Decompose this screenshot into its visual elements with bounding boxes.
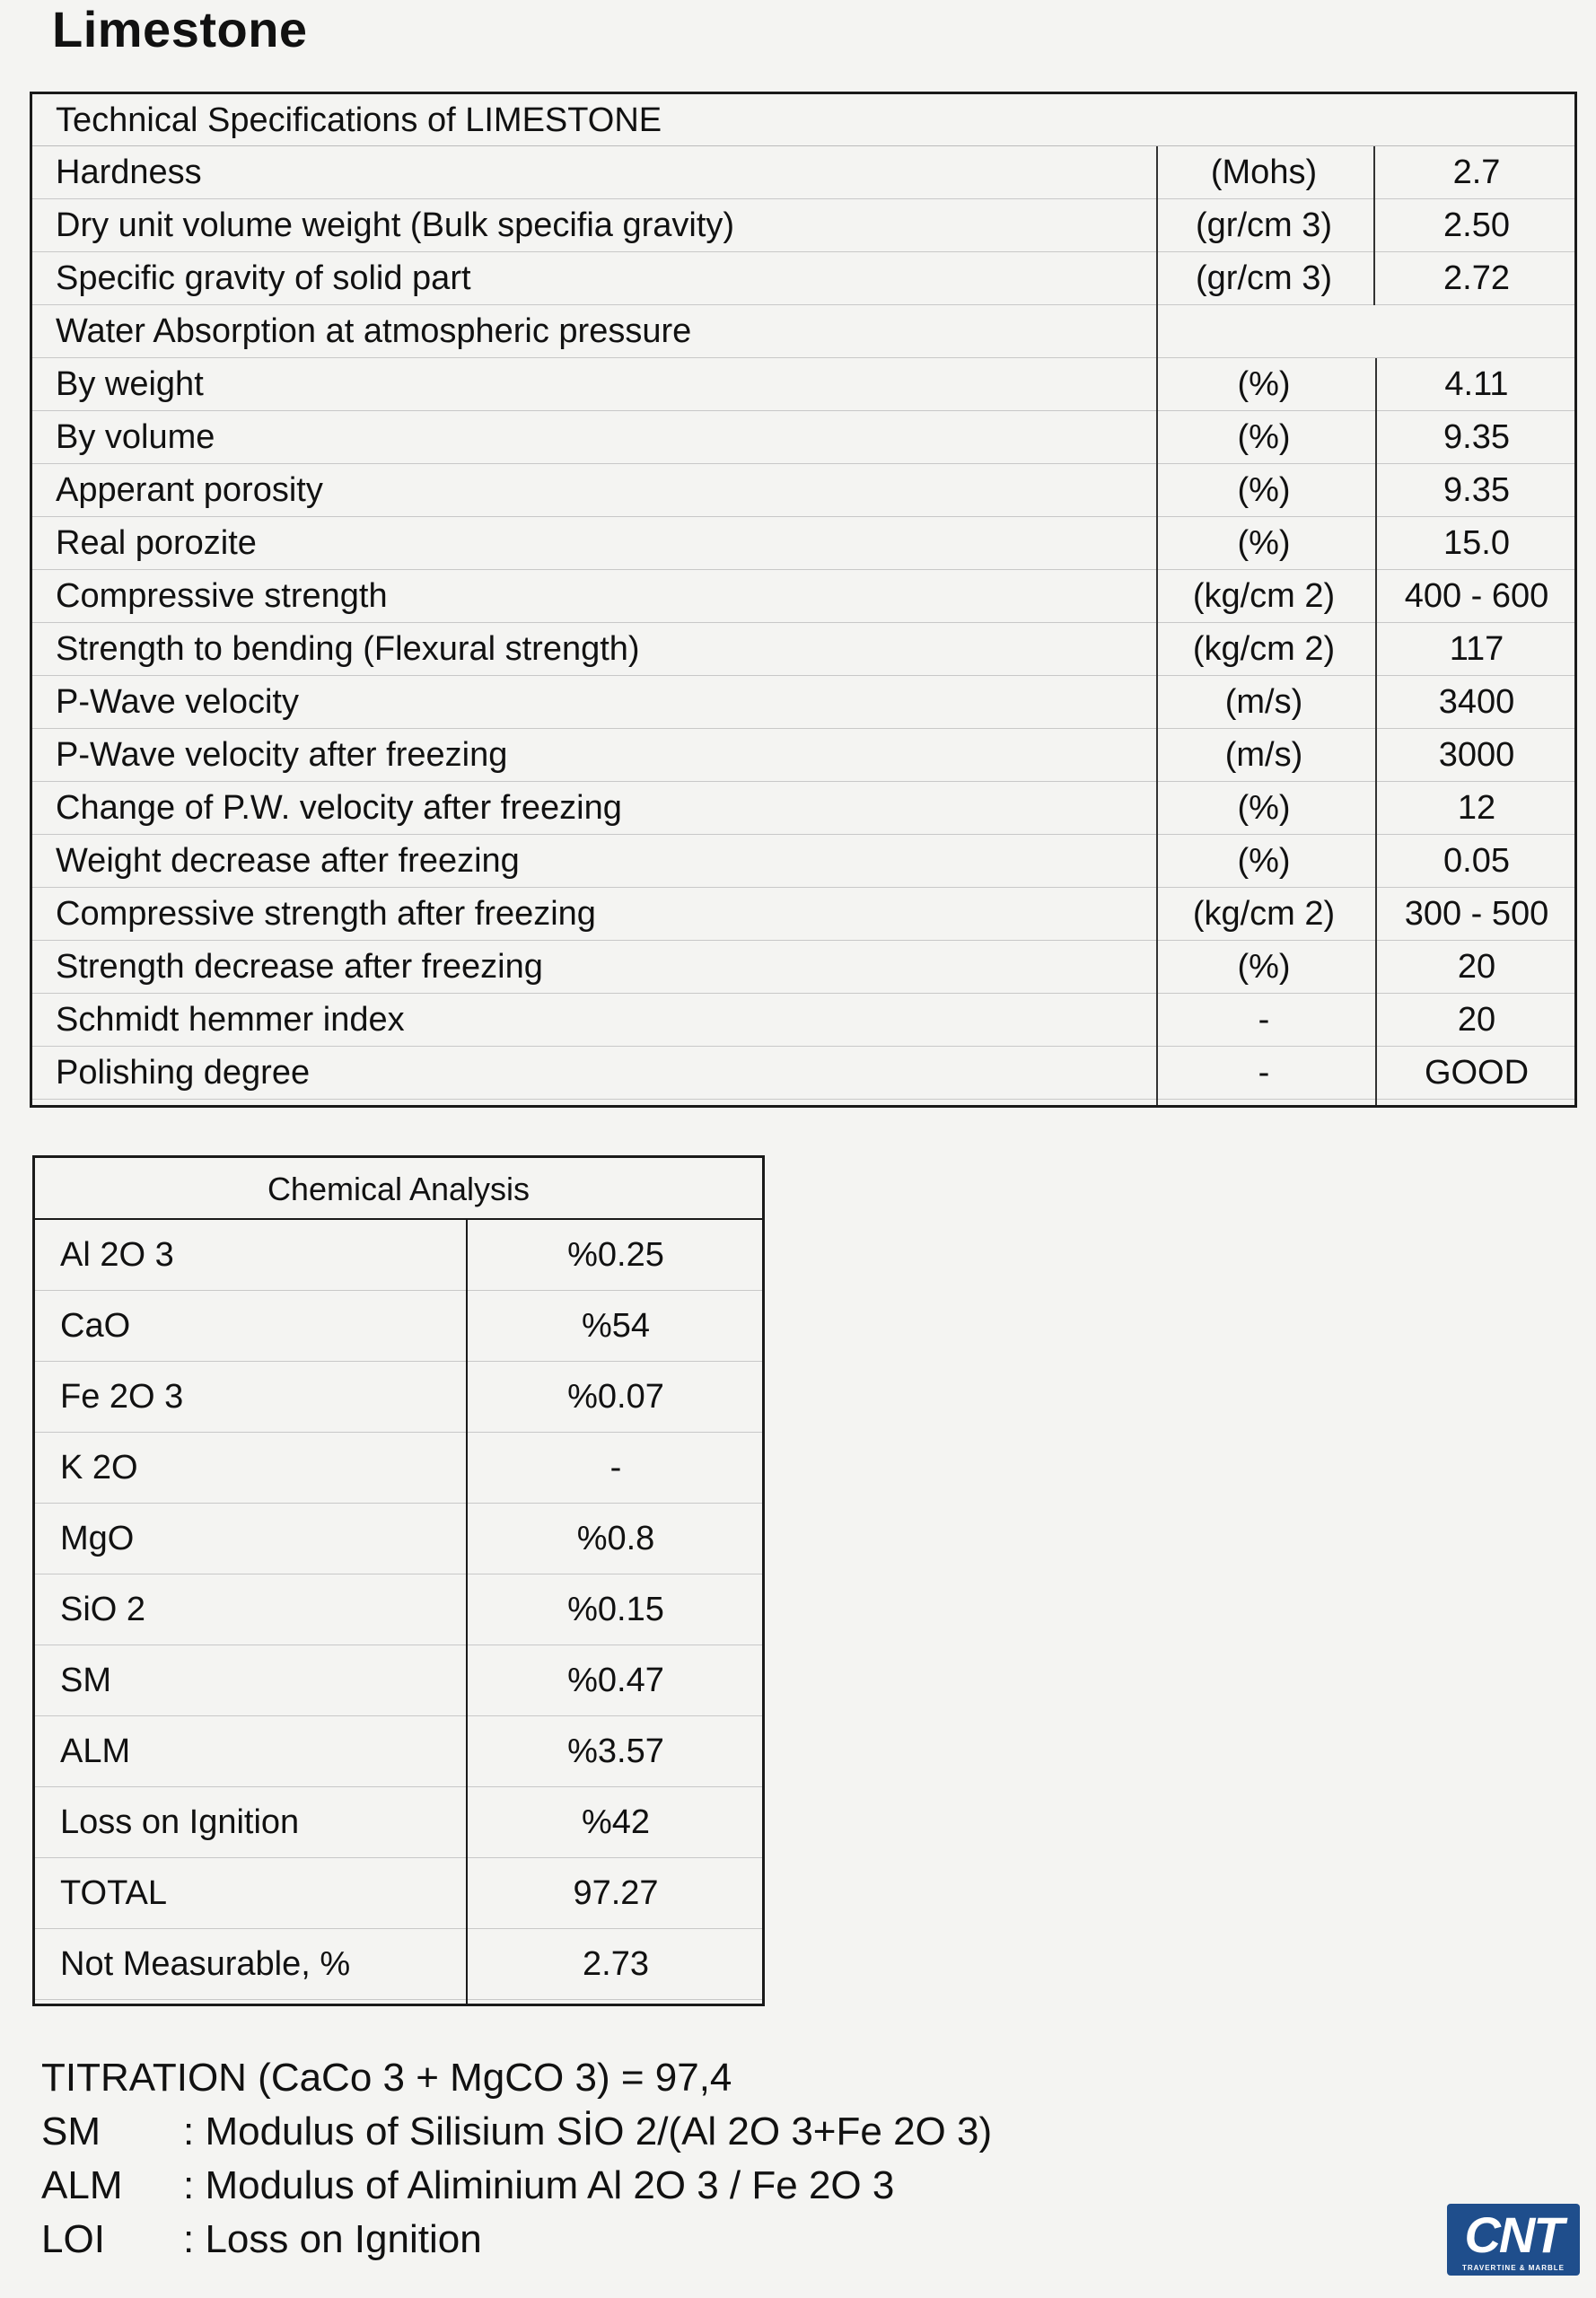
chem-row xyxy=(35,1858,762,1929)
spec-row xyxy=(32,888,1574,941)
spec-value: 15.0 xyxy=(1443,524,1510,562)
spec-label: Hardness xyxy=(56,153,202,191)
chem-row xyxy=(35,1645,762,1716)
spec-value: 20 xyxy=(1457,1001,1496,1039)
spec-row xyxy=(32,199,1574,252)
spec-label: Compressive strength xyxy=(56,577,388,615)
spec-row xyxy=(32,623,1574,676)
spec-value: 2.7 xyxy=(1452,153,1501,191)
spec-value: 2.72 xyxy=(1443,259,1510,297)
spec-row xyxy=(32,835,1574,888)
definition-text: : Modulus of Silisium SİO 2/(Al 2O 3+Fe 2O 3) xyxy=(183,2109,993,2153)
spec-label: Schmidt hemmer index xyxy=(56,1001,405,1039)
spec-unit: (%) xyxy=(1237,948,1291,986)
chem-row xyxy=(35,1220,762,1291)
spec-label: By volume xyxy=(56,418,215,456)
spec-row xyxy=(32,994,1574,1047)
chem-value: - xyxy=(609,1449,622,1487)
chem-name: Al 2O 3 xyxy=(60,1236,174,1274)
chem-name: SM xyxy=(60,1662,111,1699)
chem-value: %0.07 xyxy=(567,1378,664,1416)
unit-column-divider xyxy=(1156,146,1158,1105)
chem-name: CaO xyxy=(60,1307,131,1345)
spec-label: Apperant porosity xyxy=(56,471,323,509)
spec-label: Polishing degree xyxy=(56,1054,311,1092)
spec-unit: - xyxy=(1258,1001,1270,1039)
chem-name: ALM xyxy=(60,1732,131,1770)
spec-label: Real porozite xyxy=(56,524,257,562)
spec-unit: (kg/cm 2) xyxy=(1192,895,1336,933)
spec-value: 2.50 xyxy=(1443,206,1510,244)
spec-unit: (%) xyxy=(1237,471,1291,509)
value-column-divider-bottom xyxy=(1375,358,1377,1105)
chem-value: 97.27 xyxy=(573,1874,659,1912)
definition-line xyxy=(41,2105,993,2159)
spec-value: 3000 xyxy=(1438,736,1515,774)
spec-value: 300 - 500 xyxy=(1404,895,1549,933)
spec-value: 400 - 600 xyxy=(1404,577,1549,615)
spec-label: Strength decrease after freezing xyxy=(56,948,543,986)
logo-mark: CNT xyxy=(1464,2206,1563,2263)
chem-value: %0.25 xyxy=(567,1236,664,1274)
spec-unit: (gr/cm 3) xyxy=(1196,206,1332,244)
chem-value: %54 xyxy=(581,1307,651,1345)
chem-name: TOTAL xyxy=(60,1874,167,1912)
spec-value: GOOD xyxy=(1424,1054,1530,1092)
spec-row xyxy=(32,252,1574,305)
definition-text: : Modulus of Aliminium Al 2O 3 / Fe 2O 3 xyxy=(183,2163,895,2207)
spec-value: 9.35 xyxy=(1443,418,1510,456)
chem-name: SiO 2 xyxy=(60,1591,146,1628)
definition-abbr: ALM xyxy=(41,2163,123,2207)
spec-row xyxy=(32,411,1574,464)
chem-table-header: Chemical Analysis xyxy=(35,1158,762,1220)
spec-unit: (%) xyxy=(1237,789,1291,827)
spec-row xyxy=(32,517,1574,570)
value-column-divider-top xyxy=(1373,146,1375,305)
spec-label: P-Wave velocity after freezing xyxy=(56,736,508,774)
chem-row xyxy=(35,1787,762,1858)
chemical-analysis-table xyxy=(32,1155,765,2006)
spec-row xyxy=(32,570,1574,623)
chem-value: %3.57 xyxy=(567,1732,664,1770)
spec-unit: (gr/cm 3) xyxy=(1196,259,1332,297)
spec-row xyxy=(32,1047,1574,1100)
spec-row xyxy=(32,941,1574,994)
chem-row xyxy=(35,1291,762,1362)
chem-row xyxy=(35,1574,762,1645)
chem-row xyxy=(35,1433,762,1504)
spec-value: 3400 xyxy=(1438,683,1515,721)
page-title: Limestone xyxy=(52,1,308,57)
definition-line xyxy=(41,2213,732,2267)
spec-label: By weight xyxy=(56,365,204,403)
spec-label: Change of P.W. velocity after freezing xyxy=(56,789,622,827)
definition-abbr: LOI xyxy=(41,2217,105,2261)
spec-unit: (kg/cm 2) xyxy=(1192,630,1336,668)
chem-name: Fe 2O 3 xyxy=(60,1378,184,1416)
chem-name: MgO xyxy=(60,1520,135,1557)
spec-label: Specific gravity of solid part xyxy=(56,259,471,297)
spec-value: 20 xyxy=(1457,948,1496,986)
chem-value: %42 xyxy=(581,1803,651,1841)
spec-unit: (m/s) xyxy=(1224,736,1303,774)
spec-unit: (Mohs) xyxy=(1210,153,1318,191)
spec-label: Compressive strength after freezing xyxy=(56,895,596,933)
chem-name: Loss on Ignition xyxy=(60,1803,300,1841)
logo-tagline: TRAVERTINE & MARBLE xyxy=(1462,2264,1565,2272)
spec-row xyxy=(32,676,1574,729)
spec-row xyxy=(32,305,1574,358)
spec-unit: (kg/cm 2) xyxy=(1192,577,1336,615)
chem-value: 2.73 xyxy=(583,1945,649,1983)
footnotes xyxy=(41,2051,993,2267)
spec-value: 4.11 xyxy=(1444,365,1509,403)
spec-unit: (%) xyxy=(1237,418,1291,456)
spec-row xyxy=(32,358,1574,411)
spec-row xyxy=(32,782,1574,835)
spec-row xyxy=(32,146,1574,199)
chem-row xyxy=(35,1504,762,1574)
chem-row xyxy=(35,1362,762,1433)
spec-value: 117 xyxy=(1449,630,1504,668)
spec-row xyxy=(32,729,1574,782)
spec-unit: (%) xyxy=(1237,365,1291,403)
chem-value: %0.8 xyxy=(576,1520,655,1557)
spec-label: Weight decrease after freezing xyxy=(56,842,520,880)
chem-row xyxy=(35,1716,762,1787)
titration-note: TITRATION (CaCo 3 + MgCO 3) = 97,4 xyxy=(41,2056,732,2100)
spec-label: Dry unit volume weight (Bulk specifia gravity) xyxy=(56,206,735,244)
chem-name: Not Measurable, % xyxy=(60,1945,351,1983)
definition-line xyxy=(41,2159,895,2213)
spec-label: Strength to bending (Flexural strength) xyxy=(56,630,640,668)
spec-unit: (%) xyxy=(1237,524,1291,562)
definition-abbr: SM xyxy=(41,2109,101,2153)
spec-unit: (m/s) xyxy=(1224,683,1303,721)
chem-row xyxy=(35,1929,762,2000)
spec-unit: (%) xyxy=(1237,842,1291,880)
chem-column-divider xyxy=(466,1220,468,2004)
spec-table-header: Technical Specifications of LIMESTONE xyxy=(32,94,1574,146)
cnt-logo xyxy=(1447,2204,1580,2276)
chem-name: K 2O xyxy=(60,1449,138,1487)
spec-row xyxy=(32,464,1574,517)
spec-label: P-Wave velocity xyxy=(56,683,299,721)
technical-specifications-table xyxy=(30,92,1577,1108)
spec-value: 12 xyxy=(1457,789,1496,827)
chem-value: %0.47 xyxy=(567,1662,664,1699)
spec-label: Water Absorption at atmospheric pressure xyxy=(56,312,692,350)
chem-value: %0.15 xyxy=(567,1591,664,1628)
spec-value: 0.05 xyxy=(1443,842,1510,880)
spec-unit: - xyxy=(1258,1054,1270,1092)
definition-text: : Loss on Ignition xyxy=(183,2217,482,2261)
spec-value: 9.35 xyxy=(1443,471,1510,509)
